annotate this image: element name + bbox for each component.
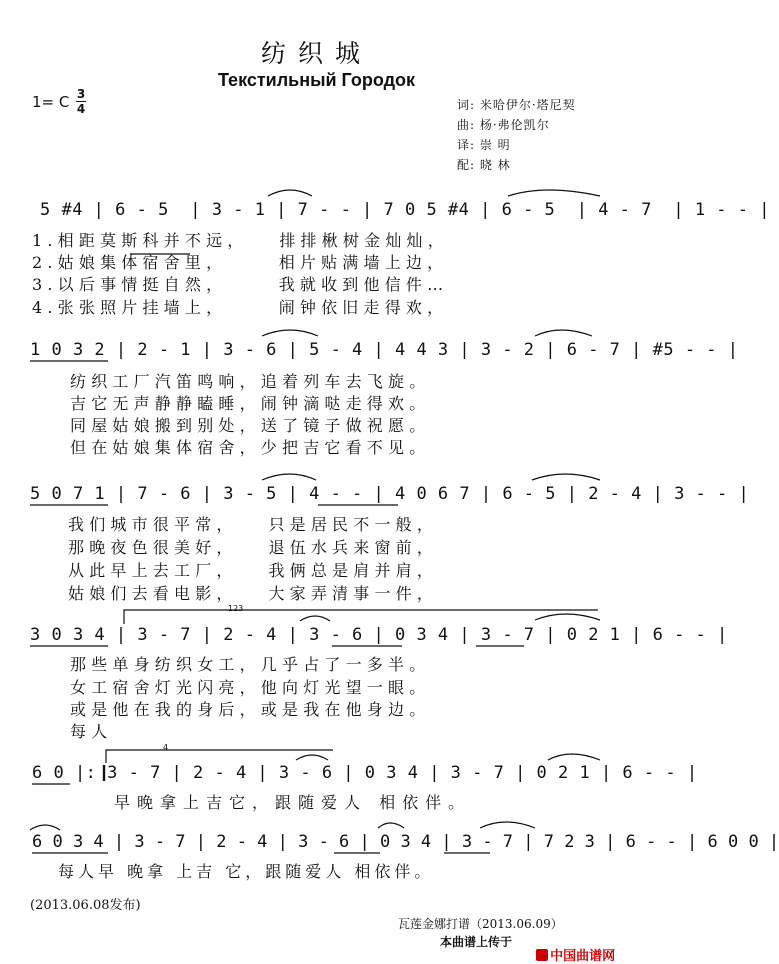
notation-line-1: 5 #4 | 6 - 5 | 3 - 1 | 7 - - | 7 0 5 #4 | 6 - 5 | 4 - 7 | 1 - - | (40, 200, 770, 220)
key-signature: 1= C (32, 93, 70, 111)
transcriber-credit: 瓦莲金娜打谱（2013.06.09） (398, 917, 563, 931)
tie-mark (30, 825, 60, 830)
tie-mark (300, 616, 330, 621)
tie-mark (378, 823, 404, 828)
notation-line-4: 3 0 3 4 | 3 - 7 | 2 - 4 | 3 - 6 | 0 3 4 | 3 - 7 | 0 2 1 | 6 - - | (30, 625, 728, 645)
lyric-line-4-3: 或是他在我的身后，或是我在他身边。 (70, 700, 431, 719)
lyric-line-4-2: 女工宿舍灯光闪亮，他向灯光望一眼。 (70, 678, 431, 697)
tie-mark (262, 330, 318, 336)
tie-mark (532, 474, 600, 480)
lyric-line-4-1: 那些单身纺织女工，几乎占了一多半。 (70, 655, 431, 674)
lyric-line-1-2: 2.姑娘集体宿舍里， 相片贴满墙上边， (32, 253, 449, 272)
lyric-line-5-1: 早晚拿上吉它，跟随爱人 相依伴。 (114, 793, 472, 812)
notation-line-3: 5 0 7 1 | 7 - 6 | 3 - 5 | 4 - - | 4 0 6 7 | 6 - 5 | 2 - 4 | 3 - - | (30, 484, 750, 504)
lyric-line-3-4: 姑娘们去看电影， 大家弄清事一件， (68, 584, 439, 603)
volta-bracket-1 (124, 610, 598, 624)
notation-line-6: 6 0 3 4 | 3 - 7 | 2 - 4 | 3 - 6 | 0 3 4 | 3 - 7 | 7 2 3 | 6 - - | 6 0 0 | (32, 832, 779, 852)
credit-lyricist: 词: 米哈伊尔·塔尼契 (457, 98, 576, 112)
notation-line-2: 1 0 3 2 | 2 - 1 | 3 - 6 | 5 - 4 | 4 4 3 | 3 - 2 | 6 - 7 | #5 - - | (30, 340, 739, 360)
tie-mark (548, 754, 600, 760)
credit-composer: 曲: 杨·弗伦凯尔 (457, 118, 550, 132)
lyric-line-6-1: 每人早 晚拿 上吉 它，跟随爱人 相依伴。 (58, 862, 435, 881)
time-signature-top: 3 (76, 87, 86, 101)
lyric-line-2-3: 同屋姑娘搬到别处，送了镜子做祝愿。 (70, 416, 431, 435)
lyric-line-1-3: 3.以后事情挺自然， 我就收到他信件… (32, 275, 449, 294)
volta-bracket-2 (106, 750, 333, 763)
tie-mark (535, 330, 592, 336)
page-title: 纺织城 (260, 39, 372, 68)
lyric-line-3-2: 那晚夜色很美好， 退伍水兵来窗前， (68, 538, 439, 557)
lyric-line-2-1: 纺织工厂汽笛鸣响，追着列车去飞旋。 (70, 372, 431, 391)
lyric-line-1-4: 4.张张照片挂墙上， 闹钟依旧走得欢， (32, 298, 449, 317)
upload-note: 本曲谱上传于 (440, 935, 513, 949)
published-date: (2013.06.08发布) (30, 898, 141, 913)
credit-translator: 译: 崇 明 (457, 138, 511, 152)
lyric-line-2-2: 吉它无声静静瞌睡，闹钟滴哒走得欢。 (70, 394, 431, 413)
tie-mark (508, 190, 600, 196)
tie-mark (296, 755, 328, 760)
lyric-line-3-1: 我们城市很平常， 只是居民不一般， (68, 515, 439, 534)
tie-mark (268, 190, 312, 196)
lyric-line-2-4: 但在姑娘集体宿舍，少把吉它看不见。 (70, 438, 431, 457)
notation-line-5: 6 0 |: 3 - 7 | 2 - 4 | 3 - 6 | 0 3 4 | 3 - 7 | 0 2 1 | 6 - - | (32, 763, 698, 783)
site-logo-text: 中国曲谱网 (550, 949, 616, 964)
tie-mark (535, 614, 600, 620)
time-signature-bottom: 4 (76, 102, 86, 116)
lyric-line-4-4: 每人 (70, 722, 113, 741)
page-subtitle: Текстильный Городок (217, 70, 416, 90)
lyric-line-3-3: 从此早上去工厂， 我俩总是肩并肩， (68, 561, 439, 580)
credit-arranger: 配: 晓 林 (457, 158, 511, 172)
lyric-line-1-1: 1.相距莫斯科并不远， 排排楸树金灿灿， (32, 231, 449, 250)
volta-label-1: 123 (228, 604, 244, 613)
volta-label-2: 4 (163, 743, 169, 752)
tie-mark (480, 822, 535, 828)
tie-mark (262, 474, 316, 480)
